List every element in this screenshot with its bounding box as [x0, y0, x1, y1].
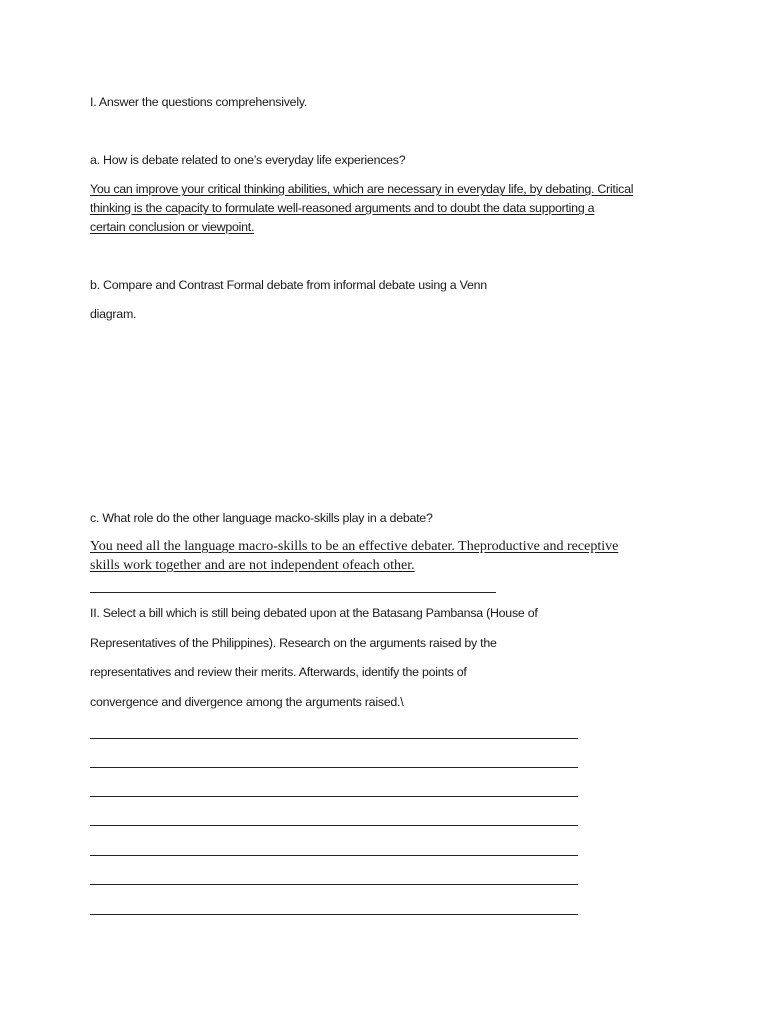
question-a-answer-line-2: thinking is the capacity to formulate well-reasoned arguments and to doubt the data supporting a: [90, 201, 595, 215]
answer-blank-line: [90, 914, 578, 915]
question-b-prompt-line-1: b. Compare and Contrast Formal debate from informal debate using a Venn: [90, 278, 487, 292]
question-a-answer-line-1: You can improve your critical thinking abilities, which are necessary in everyday life, by debating. Critical: [90, 182, 634, 196]
question-a-answer-line-3: certain conclusion or viewpoint.: [90, 220, 255, 234]
answer-blank-line: [90, 825, 578, 826]
section-1-heading: I. Answer the questions comprehensively.: [90, 95, 308, 109]
answer-underline-rule: [90, 592, 496, 593]
section-2-prompt-line-2: Representatives of the Philippines). Research on the arguments raised by the: [90, 636, 497, 650]
question-c-answer-line-2: skills work together and are not independent ofeach other.: [90, 558, 415, 573]
answer-blank-line: [90, 796, 578, 797]
question-a-prompt: a. How is debate related to one’s everyday life experiences?: [90, 153, 406, 167]
question-b-prompt-line-2: diagram.: [90, 307, 137, 321]
answer-blank-line: [90, 767, 578, 768]
section-2-prompt-line-3: representatives and review their merits. Afterwards, identify the points of: [90, 665, 467, 679]
section-2-prompt-line-4: convergence and divergence among the arguments raised.\: [90, 695, 404, 709]
answer-blank-line: [90, 738, 578, 739]
question-c-answer-line-1: You need all the language macro-skills to be an effective debater. Theproductive and receptive: [90, 539, 619, 554]
section-2-prompt-line-1: II. Select a bill which is still being debated upon at the Batasang Pambansa (House of: [90, 606, 538, 620]
answer-blank-line: [90, 855, 578, 856]
question-c-prompt: c. What role do the other language macko-skills play in a debate?: [90, 511, 433, 525]
answer-blank-line: [90, 884, 578, 885]
